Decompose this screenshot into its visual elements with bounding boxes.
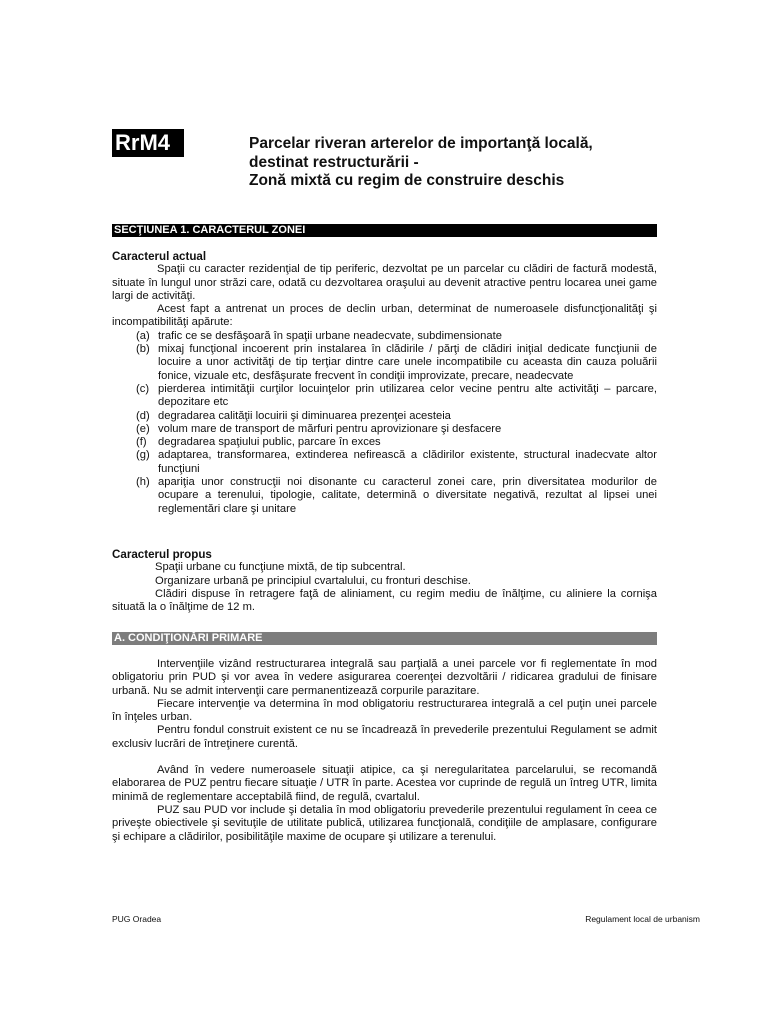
conditionari-section [112, 658, 657, 844]
propus-paragraph-1: Spaţii urbane cu funcţiune mixtă, de tip subcentral. [155, 561, 406, 574]
list-item [112, 476, 657, 516]
list-item-label: (a) [136, 329, 150, 342]
list-item-text: adaptarea, transformarea, extinderea nefirească a clădirilor existente, structural inadecvate altor funcţiuni [158, 449, 657, 475]
list-item-label: (h) [136, 476, 150, 489]
conditionari-paragraph-2: Fiecare intervenţie va determina în mod obligatoriu restructurarea integrală a cel puţin unei parcele în înţeles urban. [112, 697, 657, 724]
caracterul-actual-section [112, 250, 657, 516]
conditionari-paragraph-5: PUZ sau PUD vor include şi detalia în mod obligatoriu prevederile prezentului regulament în ceea ce priveşte obiectivele şi sevituţile de utilitate publică, utilizarea funcţională, condiţiile de amplasare, configurare şi echipare a clădirilor, posibilităţile maxime de ocupare şi utilizare a terenului. [112, 803, 657, 843]
list-item-text: volum mare de transport de mărfuri pentru aprovizionare şi desfacere [158, 422, 502, 435]
list-item-label: (c) [136, 382, 150, 395]
page-title [249, 135, 593, 191]
list-item [112, 383, 657, 410]
conditionari-paragraph-1: Intervenţiile vizând restructurarea integrală sau parţială a unei parcele vor fi reglementate în mod obligatoriu prin PUD şi vor avea în vedere asigurarea coerenţei dezvoltării / ridicarea gradului de finisare urbană. Nu se admit intervenţii care permanentizează corpurile parazitare. [112, 658, 657, 697]
list-item-text: apariţia unor construcţii noi disonante cu caracterul zonei care, prin diversitatea modurilor de ocupare a terenului, tipologie, calitate, determină o diversitate negativă, rezultat al lipsei unei reglementări clare şi unitare [158, 476, 657, 515]
list-item-label: (g) [136, 449, 150, 462]
list-item [112, 330, 657, 343]
list-item-text: pierderea intimităţii curţilor locuinţelor prin utilizarea celor vecine pentru alte activităţi – parcare, depozitare etc [158, 382, 657, 409]
caracterul-actual-heading: Caracterul actual [112, 250, 207, 263]
title-line-2: destinat restructurării - [249, 153, 419, 171]
caracterul-propus-heading: Caracterul propus [112, 548, 212, 561]
list-item-label: (e) [136, 422, 150, 435]
section-a-header: A. CONDIŢIONĂRI PRIMARE [112, 632, 657, 645]
actual-paragraph-2: Acest fapt a antrenat un proces de declin urban, determinat de numeroasele disfuncţionalităţi şi incompatibilităţi apărute: [112, 303, 657, 329]
section-1-header: SECŢIUNEA 1. CARACTERUL ZONEI [112, 224, 657, 237]
footer-left: PUG Oradea [112, 914, 162, 924]
conditionari-paragraph-3: Pentru fondul construit existent ce nu se încadrează în prevederile prezentului Regulament se admit exclusiv lucrări de întreţinere curentă. [112, 724, 657, 750]
caracterul-propus-section [112, 548, 657, 614]
list-item-text: degradarea calităţii locuirii şi diminuarea prezenţei acesteia [158, 409, 451, 422]
zone-code-badge: RrM4 [112, 129, 184, 157]
footer-right: Regulament local de urbanism [585, 914, 700, 924]
list-item-label: (d) [136, 409, 150, 422]
title-line-3: Zonă mixtă cu regim de construire deschis [249, 172, 565, 189]
list-item [112, 436, 657, 449]
actual-paragraph-1: Spaţii cu caracter rezidenţial de tip periferic, dezvoltat pe un parcelar cu clădiri de factură modestă, situate în lungul unor străzi care, odată cu dezvoltarea oraşului au devenit atractive pentru locarea unei game largi de activităţi. [112, 263, 657, 302]
list-item-label: (b) [136, 343, 150, 356]
list-item [112, 423, 657, 436]
conditionari-paragraph-4: Având în vedere numeroasele situaţii atipice, ca şi neregularitatea parcelarului, se recomandă elaborarea de PUZ pentru fiecare situaţie / UTR în parte. Acestea vor cuprinde de regulă un întreg UTR, limita minimă de reglementare acceptabilă fiind, de regulă, cvartalul. [112, 764, 657, 803]
list-item [112, 410, 657, 423]
list-item-text: degradarea spaţiului public, parcare în exces [158, 436, 381, 449]
dysfunction-list [112, 330, 657, 516]
list-item-label: (f) [136, 436, 147, 449]
paragraph-spacer [112, 751, 657, 764]
list-item-text: trafic ce se desfăşoară în spaţii urbane neadecvate, subdimensionate [158, 329, 502, 342]
list-item-text: mixaj funcţional incoerent prin instalarea în clădirile / părţi de clădiri iniţial dedicate funcţiunii de locuire a unor activităţi de tip terţiar dintre care unele incompatibile cu aceasta din cauza poluării fonice, vizuale etc, desfăşurate frecvent în condiţii improvizate, precare, neadecvate [158, 343, 657, 382]
list-item [112, 343, 657, 383]
propus-paragraph-3: Clădiri dispuse în retragere faţă de aliniament, cu regim mediu de înălţime, cu aliniere la cornişa situată la o înălţime de 12 m. [112, 587, 657, 614]
title-line-1: Parcelar riveran arterelor de importanţă locală, [249, 135, 593, 152]
propus-paragraph-2: Organizare urbană pe principiul cvartalului, cu fronturi deschise. [155, 574, 471, 587]
list-item [112, 449, 657, 476]
